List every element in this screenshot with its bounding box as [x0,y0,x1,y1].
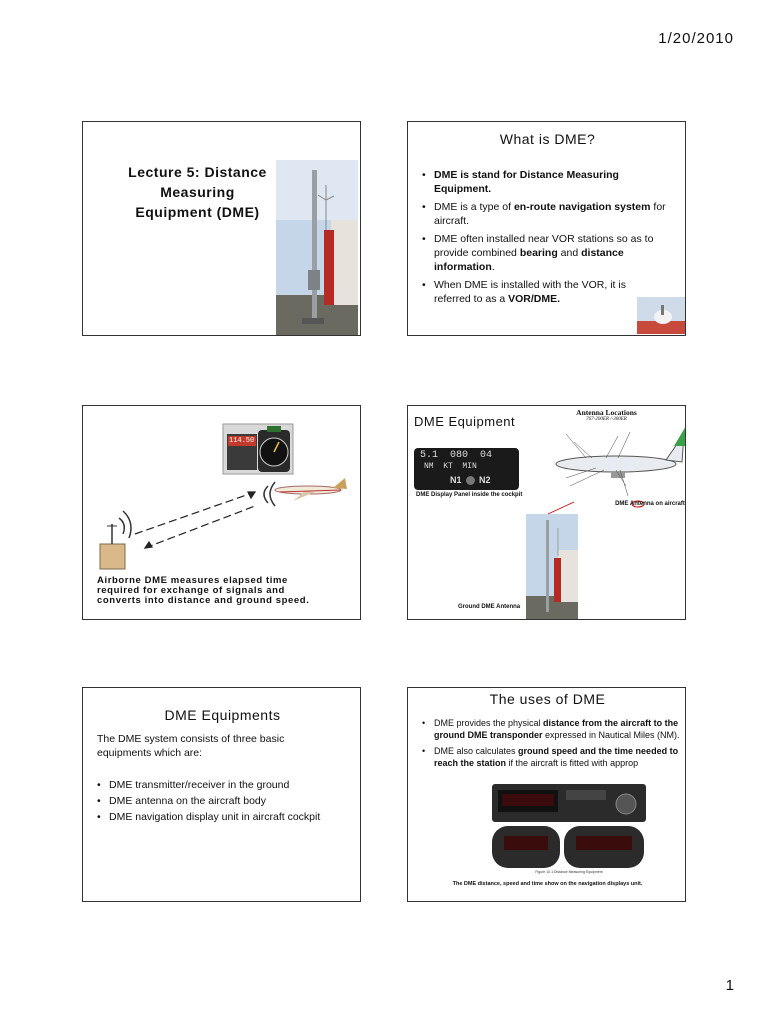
bullet: • DME provides the physical distance from the aircraft to the ground DME transponder expressed in Nautical Miles (NM). [422,717,680,741]
dme-antenna-photo [276,160,358,335]
panel-digits: 5.1 080 04 [420,450,493,461]
slide-5 [82,687,361,902]
antenna-diagram-subtitle: 767-200ER /-300ER [586,417,627,422]
slide-2-bullets [422,168,677,310]
bullet: • DME is a type of en-route navigation system for aircraft. [422,200,677,228]
slide-6-bullets [422,717,680,773]
panel-n1: N1 [450,475,462,485]
antenna-diagram-title: Antenna Locations [576,408,637,417]
panel-label: DME Display Panel inside the cockpit [416,492,523,498]
panel-units: NM KT MIN [424,462,477,471]
slide-3-caption: Airborne DME measures elapsed time required for exchange of signals and converts into distance and ground speed. [97,575,310,606]
nav-display-image [490,782,648,880]
list-item: • DME transmitter/receiver in the ground [97,779,359,792]
slide-5-intro: The DME system consists of three basic equipments which are: [97,733,285,759]
slide-2 [407,121,686,336]
nav-display-figure [490,782,648,880]
bullet: • DME also calculates ground speed and the time needed to reach the station if the aircraft is fitted with approp [422,745,680,769]
slide-6 [407,687,686,902]
bullet: • DME often installed near VOR stations so as to provide combined bearing and distance information. [422,232,677,274]
page-number: 1 [725,977,734,994]
ground-antenna-photo [526,514,578,620]
slide-2-title: What is DME? [499,131,596,147]
list-item: • DME antenna on the aircraft body [97,795,359,808]
slide-5-list [97,779,359,827]
header-date: 1/20/2010 [658,30,734,47]
slide-6-caption: The DME distance, speed and time show on the navigation displays unit. [452,881,643,887]
slide-4-title: DME Equipment [414,414,516,429]
slide-4 [407,405,686,620]
aircraft-antenna-label: DME Antenna on aircraft [615,501,685,507]
instrument-readout: 114.50 [229,437,255,445]
bullet: • When DME is installed with the VOR, it is referred to as a VOR/DME. [422,278,677,306]
list-item: • DME navigation display unit in aircraft cockpit [97,811,359,824]
slide-3 [82,405,361,620]
panel-n2: N2 [479,475,491,485]
slide-1-title: Lecture 5: Distance Measuring Equipment (DME) [128,164,267,220]
ground-antenna-label: Ground DME Antenna [458,604,521,610]
aircraft-antenna-photo [637,297,685,334]
slide-5-title: DME Equipments [164,707,281,723]
bullet: • DME is stand for Distance Measuring Equipment. [422,168,677,196]
figure-caption: Figure 10.1 Distance Measuring Equipment [535,870,603,874]
slide-1 [82,121,361,336]
slide-6-title: The uses of DME [489,691,606,707]
